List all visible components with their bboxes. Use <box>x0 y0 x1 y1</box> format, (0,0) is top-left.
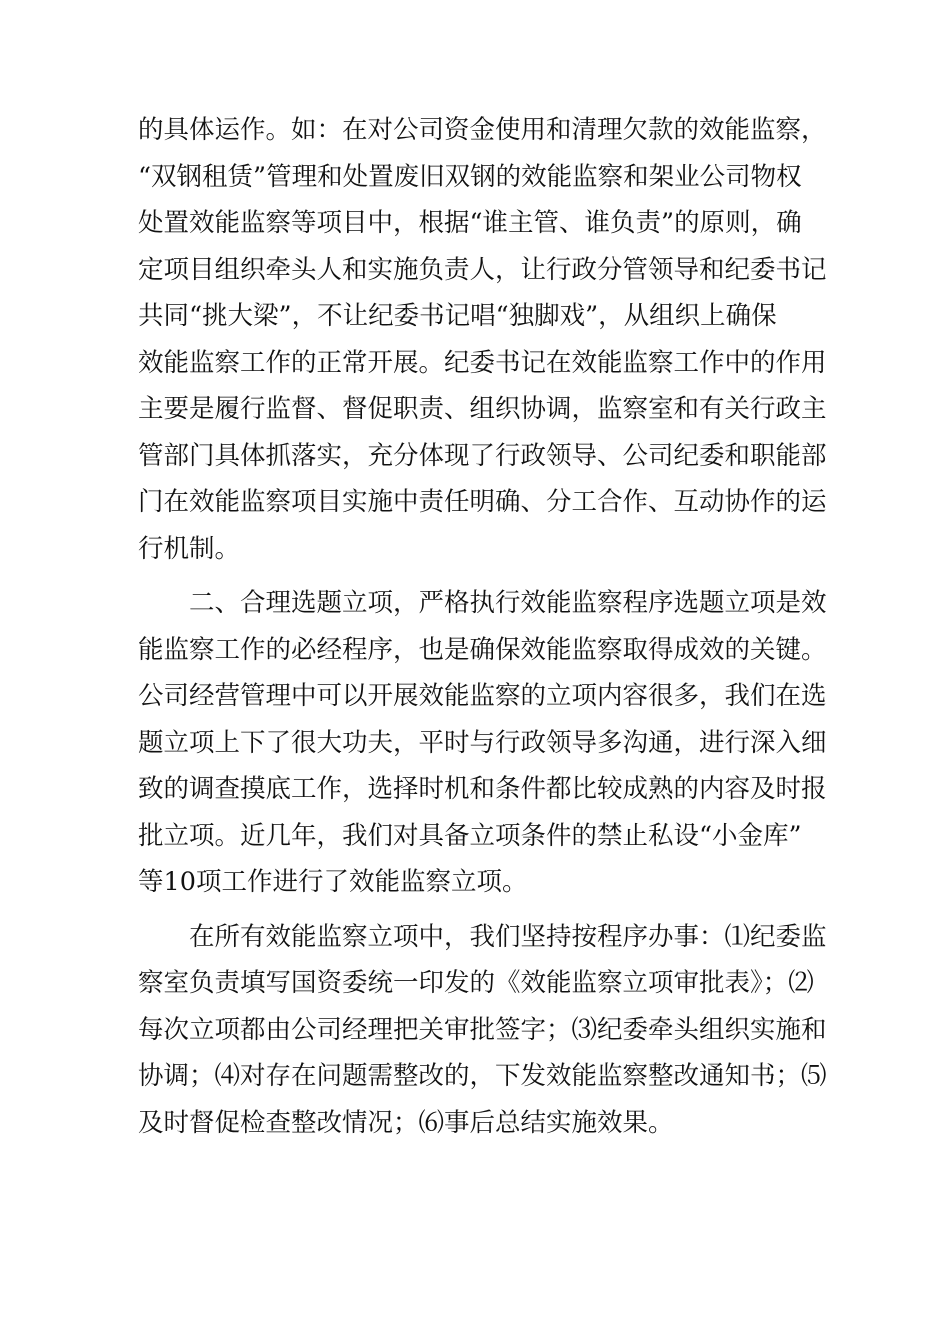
text-line: 共同“挑大梁”，不让纪委书记唱“独脚戏”，从组织上确保 <box>138 301 777 331</box>
text-line: 等10项工作进行了效能监察立项。 <box>138 867 528 897</box>
paragraph-start-line: 在所有效能监察立项中，我们坚持按程序办事：⑴纪委监 <box>189 921 827 952</box>
text-line: 处置效能监察等项目中，根据“谁主管、谁负责”的原则，确 <box>138 208 802 238</box>
text-line: 定项目组织牵头人和实施负责人，让行政分管领导和纪委书记 <box>138 254 827 285</box>
text-line: 能监察工作的必经程序，也是确保效能监察取得成效的关键。 <box>138 634 827 665</box>
text-line: 效能监察工作的正常开展。纪委书记在效能监察工作中的作用 <box>138 347 827 378</box>
text-line: 题立项上下了很大功夫，平时与行政领导多沟通，进行深入细 <box>138 727 827 758</box>
text-line: 协调；⑷对存在问题需整改的，下发效能监察整改通知书；⑸ <box>138 1061 827 1091</box>
section-heading-line: 二、合理选题立项，严格执行效能监察程序选题立项是效 <box>189 588 827 618</box>
text-line: 每次立项都由公司经理把关审批签字；⑶纪委牵头组织实施和 <box>138 1014 827 1045</box>
text-line: 公司经营管理中可以开展效能监察的立项内容很多，我们在选 <box>138 681 827 711</box>
text-line: 门在效能监察项目实施中责任明确、分工合作、互动协作的运 <box>138 487 827 517</box>
text-line: 行机制。 <box>138 533 241 564</box>
text-line: “双钢租赁”管理和处置废旧双钢的效能监察和架业公司物权 <box>138 161 802 192</box>
text-line: 的具体运作。如：在对公司资金使用和清理欠款的效能监察， <box>138 115 827 145</box>
body-text <box>138 107 832 1146</box>
text-line: 及时督促检查整改情况；⑹事后总结实施效果。 <box>138 1107 674 1138</box>
text-line: 管部门具体抓落实，充分体现了行政领导、公司纪委和职能部 <box>138 440 827 471</box>
text-line: 批立项。近几年，我们对具备立项条件的禁止私设“小金库” <box>138 820 802 851</box>
text-line: 致的调查摸底工作，选择时机和条件都比较成熟的内容及时报 <box>138 774 827 804</box>
text-line: 察室负责填写国资委统一印发的《效能监察立项审批表》；⑵ <box>138 968 814 998</box>
text-line: 主要是履行监督、督促职责、组织协调，监察室和有关行政主 <box>138 394 827 424</box>
